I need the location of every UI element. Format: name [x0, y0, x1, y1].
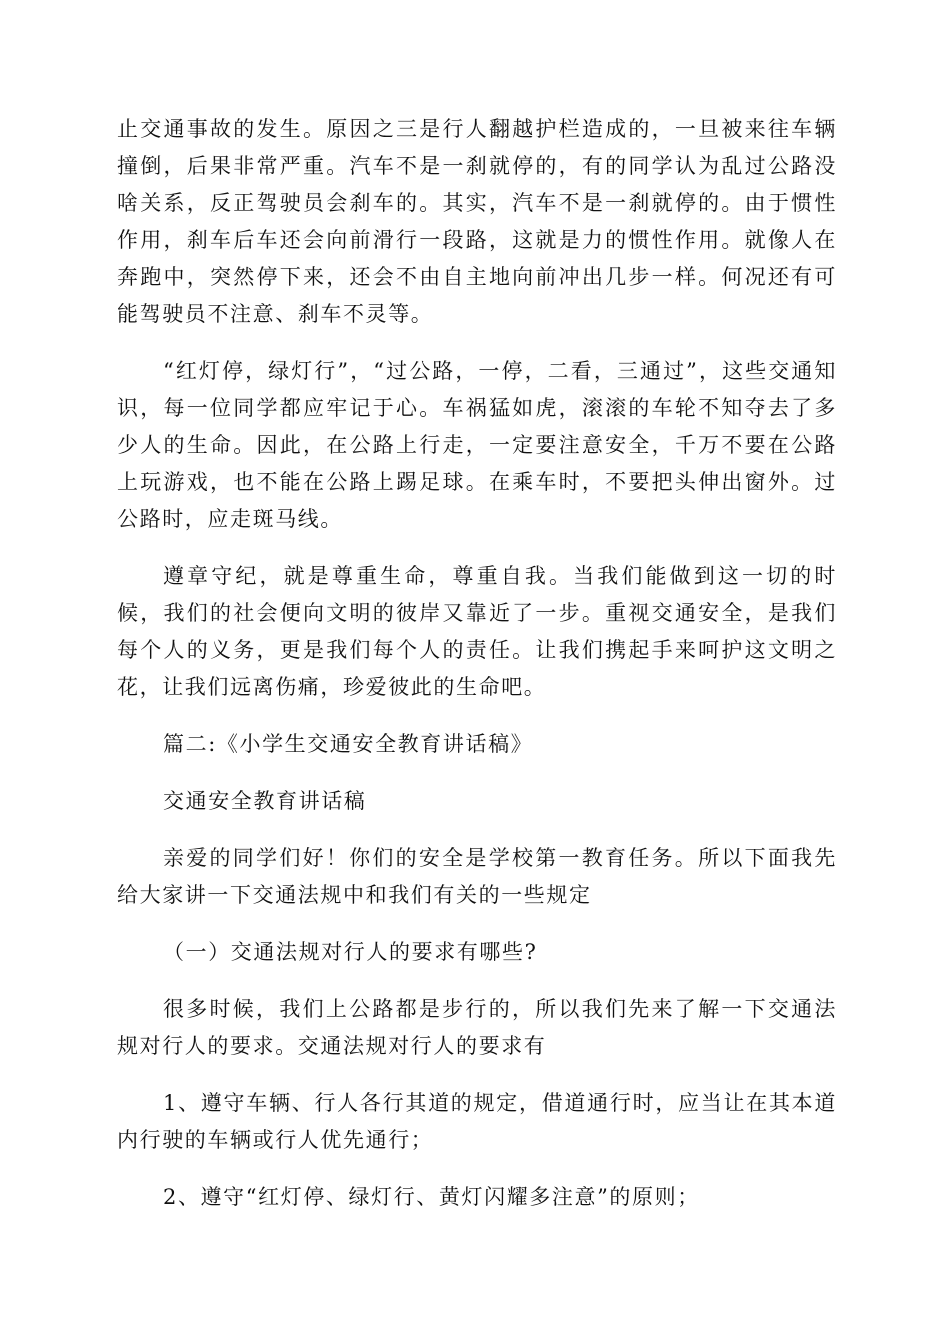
list-item-2: 2、遵守“红灯停、绿灯行、黄灯闪耀多注意”的原则；	[163, 1185, 700, 1209]
subsection-heading: （一）交通法规对行人的要求有哪些?	[163, 940, 538, 964]
paragraph-greeting: 亲爱的同学们好！你们的安全是学校第一教育任务。所以下面我先给大家讲一下交通法规中和我们有关的一些规定	[117, 846, 837, 907]
list-item-1: 1、遵守车辆、行人各行其道的规定，借道通行时，应当让在其本道内行驶的车辆或行人优先通行；	[117, 1091, 837, 1152]
document-page	[117, 111, 837, 1236]
paragraph-pedestrian-intro: 很多时候，我们上公路都是步行的，所以我们先来了解一下交通法规对行人的要求。交通法规对行人的要求有	[117, 997, 837, 1058]
paragraph-obey-rules: 遵章守纪，就是尊重生命，尊重自我。当我们能做到这一切的时候，我们的社会便向文明的彼岸又靠近了一步。重视交通安全，是我们每个人的义务，更是我们每个人的责任。让我们携起手来呵护这文明之花，让我们远离伤痛，珍爱彼此的生命吧。	[117, 564, 837, 699]
paragraph-accident-causes: 止交通事故的发生。原因之三是行人翻越护栏造成的，一旦被来往车辆撞倒，后果非常严重。汽车不是一刹就停的，有的同学认为乱过公路没啥关系，反正驾驶员会刹车的。其实，汽车不是一刹就停的。由于惯性作用，刹车后车还会向前滑行一段路，这就是力的惯性作用。就像人在奔跑中，突然停下来，还会不由自主地向前冲出几步一样。何况还有可能驾驶员不注意、刹车不灵等。	[117, 117, 837, 326]
speech-title: 交通安全教育讲话稿	[163, 789, 367, 813]
section-title: 篇二:《小学生交通安全教育讲话稿》	[163, 732, 534, 756]
paragraph-traffic-knowledge: “红灯停，绿灯行”，“过公路，一停，二看，三通过”，这些交通知识，每一位同学都应牢记于心。车祸猛如虎，滚滚的车轮不知夺去了多少人的生命。因此，在公路上行走，一定要注意安全，千万不要在公路上玩游戏，也不能在公路上踢足球。在乘车时，不要把头伸出窗外。过公路时，应走斑马线。	[117, 359, 837, 531]
